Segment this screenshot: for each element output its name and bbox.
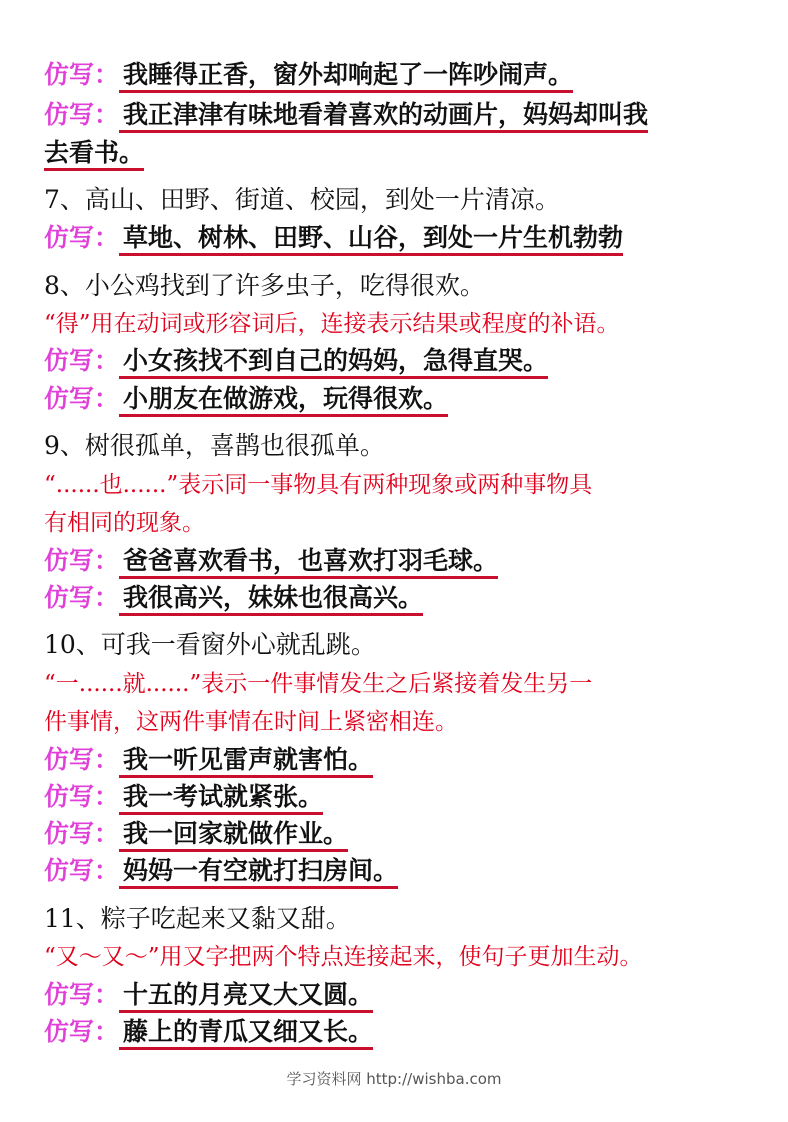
- practice-line: [44, 381, 748, 417]
- practice-answer: 去看书。: [44, 138, 144, 171]
- footer-watermark: 学习资料网 http://wishba.com: [286, 1070, 502, 1088]
- practice-label: 仿写：: [44, 546, 120, 575]
- practice-label: 仿写：: [44, 856, 120, 885]
- practice-answer: 我一考试就紧张。: [119, 782, 323, 815]
- question-11: 11、粽子吃起来又黏又甜。: [44, 904, 351, 933]
- practice-line: [44, 977, 748, 1013]
- explanation-note: 件事情，这两件事情在时间上紧密相连。: [44, 709, 458, 735]
- practice-line: [44, 779, 748, 815]
- practice-line: [44, 97, 748, 133]
- practice-line: [44, 57, 748, 93]
- practice-answer: 十五的月亮又大又圆。: [119, 980, 373, 1013]
- practice-line: [44, 853, 748, 889]
- practice-label: 仿写：: [44, 583, 120, 612]
- practice-answer: 我很高兴，妹妹也很高兴。: [119, 583, 423, 616]
- practice-answer: 小女孩找不到自己的妈妈，急得直哭。: [119, 346, 548, 379]
- practice-label: 仿写：: [44, 980, 120, 1009]
- practice-label: 仿写：: [44, 819, 120, 848]
- practice-answer: 小朋友在做游戏，玩得很欢。: [119, 384, 448, 417]
- practice-answer: 爸爸喜欢看书，也喜欢打羽毛球。: [119, 546, 498, 579]
- practice-answer: 妈妈一有空就打扫房间。: [119, 856, 398, 889]
- practice-line: [44, 343, 748, 379]
- practice-label: 仿写：: [44, 1017, 120, 1046]
- practice-label: 仿写：: [44, 782, 120, 811]
- practice-line: [44, 1014, 748, 1050]
- practice-line: [44, 543, 748, 579]
- question-9: 9、树很孤单，喜鹊也很孤单。: [44, 431, 385, 460]
- practice-line-cont: [44, 135, 748, 171]
- practice-label: 仿写：: [44, 745, 120, 774]
- practice-label: 仿写：: [44, 60, 120, 89]
- practice-label: 仿写：: [44, 384, 120, 413]
- explanation-note: “一......就......”表示一件事情发生之后紧接着发生另一: [44, 671, 593, 697]
- practice-answer: 我一听见雷声就害怕。: [119, 745, 373, 778]
- explanation-note: “得”用在动词或形容词后，连接表示结果或程度的补语。: [44, 311, 620, 337]
- practice-answer: 藤上的青瓜又细又长。: [119, 1017, 373, 1050]
- question-10: 10、可我一看窗外心就乱跳。: [44, 630, 376, 659]
- practice-line: [44, 742, 748, 778]
- practice-line: [44, 816, 748, 852]
- practice-answer: 我一回家就做作业。: [119, 819, 348, 852]
- practice-answer: 我睡得正香，窗外却响起了一阵吵闹声。: [119, 60, 573, 93]
- practice-answer: 草地、树林、田野、山谷，到处一片生机勃勃: [119, 223, 623, 256]
- question-7: 7、高山、田野、街道、校园，到处一片清凉。: [44, 185, 560, 214]
- practice-label: 仿写：: [44, 223, 120, 252]
- explanation-note: “又～又～”用又字把两个特点连接起来，使句子更加生动。: [44, 944, 643, 970]
- practice-label: 仿写：: [44, 346, 120, 375]
- explanation-note: “......也......”表示同一事物具有两种现象或两种事物具: [44, 472, 593, 498]
- explanation-note: 有相同的现象。: [44, 510, 205, 536]
- practice-answer: 我正津津有味地看着喜欢的动画片，妈妈却叫我: [119, 100, 648, 133]
- question-8: 8、小公鸡找到了许多虫子，吃得很欢。: [44, 271, 485, 300]
- practice-label: 仿写：: [44, 100, 120, 129]
- practice-line: [44, 580, 748, 616]
- practice-line: [44, 220, 748, 256]
